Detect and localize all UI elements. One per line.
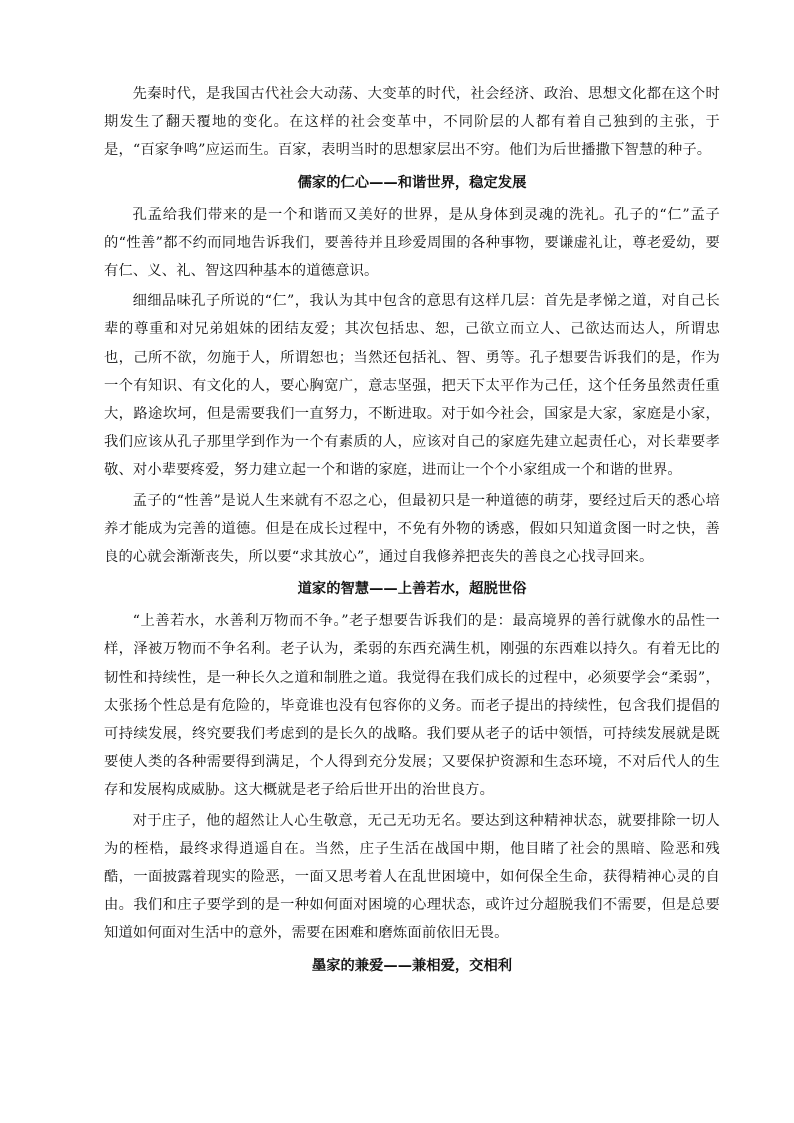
taoism-paragraph-1: “上善若水，水善利万物而不争。”老子想要告诉我们的是：最高境界的善行就像水的品性一样，泽被万物而不争名利。老子认为，柔弱的东西充满生机，刚强的东西难以持久。有着无比的韧性和持续性，是一种长久之道和制胜之道。我觉得在我们成长的过程中，必须要学会“柔弱”，太张扬个性总是有危险的，毕竟谁也没有包容你的义务。而老子提出的持续性，包含我们提倡的可持续发展，终究要我们考虑到的是长久的战略。我们要从老子的话中领悟，可持续发展就是既要使人类的各种需要得到满足，个人得到充分发展；又要保护资源和生态环境，不对后代人的生存和发展构成威胁。这大概就是老子给后世开出的治世良方。 xyxy=(104,613,720,799)
confucianism-paragraph-2: 细细品味孔子所说的“仁”，我认为其中包含的意思有这样几层：首先是孝悌之道，对自己长辈的尊重和对兄弟姐妹的团结友爱；其次包括忠、恕，己欲立而立人、己欲达而达人，所谓忠也，己所不欲，勿施于人，所谓恕也；当然还包括礼、智、勇等。孔子想要告诉我们的是，作为一个有知识、有文化的人，要心胸宽广，意志坚强，把天下太平作为己任，这个任务虽然责任重大，路途坎坷，但是需要我们一直努力，不断进取。对于如今社会，国家是大家，家庭是小家，我们应该从孔子那里学到作为一个有素质的人，应该对自己的家庭先建立起责任心，对长辈要孝敬、对小辈要疼爱，努力建立起一个和谐的家庭，进而让一个个小家组成一个和谐的世界。 xyxy=(104,293,720,479)
document-page xyxy=(104,80,720,984)
section-heading-mohism: 墨家的兼爱——兼相爱，交相利 xyxy=(311,957,513,974)
taoism-paragraph-2: 对于庄子，他的超然让人心生敬意，无己无功无名。要达到这种精神状态，就要排除一切人为的桎梏，最终求得逍遥自在。当然，庄子生活在战国中期，他目睹了社会的黑暗、险恶和残酷，一面披露着现实的险恶，一面又思考着人在乱世困境中，如何保全生命，获得精神心灵的自由。我们和庄子要学到的是一种如何面对困境的心理状态，或许过分超脱我们不需要，但是总要知道如何面对生活中的意外，需要在困难和磨炼面前依旧无畏。 xyxy=(104,812,720,942)
section-heading-taoism: 道家的智慧——上善若水，超脱世俗 xyxy=(297,581,527,598)
section-heading-confucianism: 儒家的仁心——和谐世界，稳定发展 xyxy=(297,174,527,191)
confucianism-paragraph-3: 孟子的“性善”是说人生来就有不忍之心，但最初只是一种道德的萌芽，要经过后天的悉心培养才能成为完善的道德。但是在成长过程中，不免有外物的诱惑，假如只知道贪图一时之快，善良的心就会渐渐丧失，所以要“求其放心”，通过自我修养把丧失的善良之心找寻回来。 xyxy=(104,492,720,566)
confucianism-paragraph-1: 孔孟给我们带来的是一个和谐而又美好的世界，是从身体到灵魂的洗礼。孔子的“仁”孟子的“性善”都不约而同地告诉我们，要善待并且珍爱周围的各种事物，要谦虚礼让，尊老爱幼，要有仁、义、礼、智这四种基本的道德意识。 xyxy=(104,206,720,280)
intro-paragraph: 先秦时代，是我国古代社会大动荡、大变革的时代，社会经济、政治、思想文化都在这个时期发生了翻天覆地的变化。在这样的社会变革中，不同阶层的人都有着自己独到的主张，于是，“百家争鸣”应运而生。百家，表明当时的思想家层出不穷。他们为后世播撒下智慧的种子。 xyxy=(104,86,720,159)
